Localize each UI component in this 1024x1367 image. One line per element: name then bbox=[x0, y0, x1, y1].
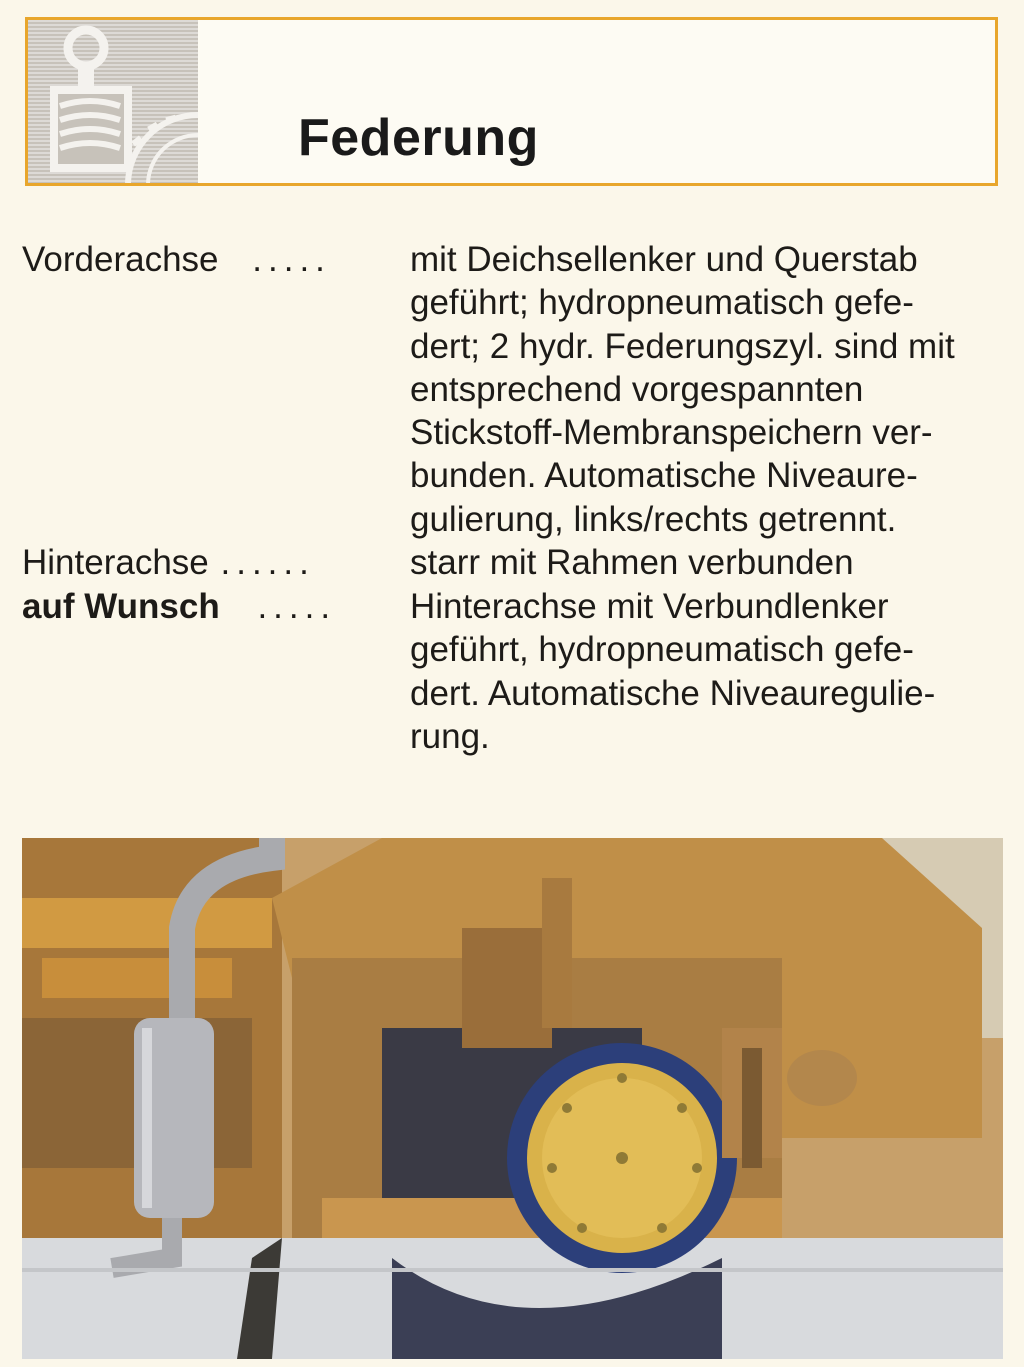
description-line: dert; 2 hydr. Federungszyl. sind mit bbox=[410, 326, 955, 366]
suspension-spring-logo-icon bbox=[28, 20, 198, 183]
spec-term bbox=[22, 238, 410, 541]
page-title: Federung bbox=[298, 109, 539, 167]
spec-description bbox=[410, 541, 990, 585]
description-line: gulierung, links/rechts getrennt. bbox=[410, 499, 897, 539]
leader-dots: ..... bbox=[257, 587, 337, 627]
spec-term-label: Vorderachse bbox=[22, 240, 219, 279]
description-line: dert. Automatische Niveauregulie- bbox=[410, 673, 936, 713]
spec-row-vorderachse bbox=[22, 238, 1002, 541]
description-line: bunden. Automatische Niveaure- bbox=[410, 456, 918, 496]
spec-row-auf-wunsch bbox=[22, 585, 1002, 758]
spec-term bbox=[22, 541, 410, 585]
description-line: starr mit Rahmen verbunden bbox=[410, 543, 854, 583]
spec-term-label: Hinterachse bbox=[22, 543, 209, 583]
leader-dots: ...... bbox=[220, 543, 315, 583]
spec-term bbox=[22, 585, 410, 758]
description-line: Hinterachse mit Verbundlenker bbox=[410, 587, 889, 627]
leader-dots: ..... bbox=[252, 240, 331, 279]
spec-row-hinterachse bbox=[22, 541, 1002, 585]
machine-axle-photo bbox=[22, 838, 1003, 1359]
description-line: geführt; hydropneumatisch gefe- bbox=[410, 283, 914, 323]
spec-description bbox=[410, 585, 990, 758]
spec-list bbox=[22, 238, 1002, 758]
description-line: Stickstoff-Membranspeichern ver- bbox=[410, 413, 933, 453]
spec-term-label: auf Wunsch bbox=[22, 587, 220, 627]
description-line: entsprechend vorgespannten bbox=[410, 369, 864, 409]
description-line: geführt, hydropneumatisch gefe- bbox=[410, 630, 914, 670]
section-header bbox=[25, 17, 998, 186]
description-line: rung. bbox=[410, 716, 490, 756]
spec-description bbox=[410, 238, 990, 541]
description-line: mit Deichsellenker und Querstab bbox=[410, 240, 918, 279]
